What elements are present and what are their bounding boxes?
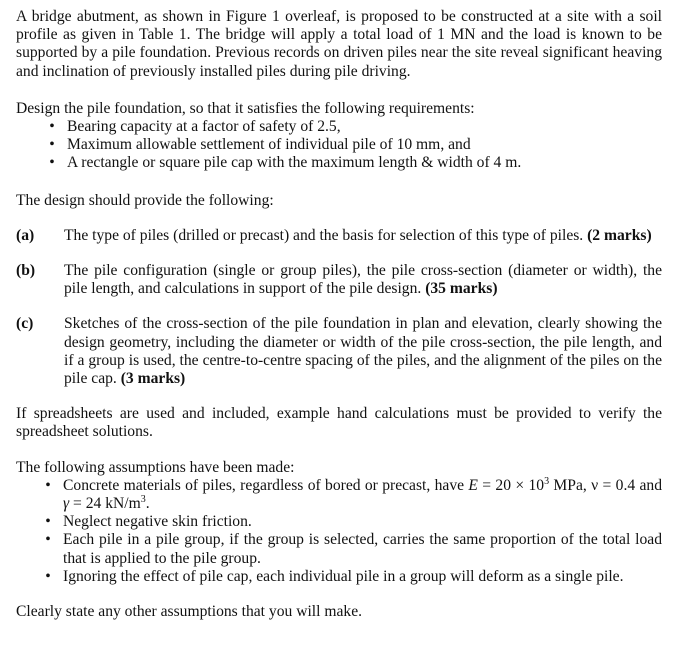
item-label: (a) bbox=[16, 226, 35, 244]
assumptions-list bbox=[16, 477, 662, 586]
list-item: • Concrete materials of piles, regardless of bored or precast, have $E = 20 \times 10^3$ MPa, ν = 0.4 and γ = 24 $kN/m^3$. bbox=[16, 477, 662, 513]
bullet-icon: • bbox=[49, 118, 55, 136]
design-item-c: (c) Sketches of the cross-section of the pile foundation in plan and elevation, clearly showing the design geometry, including the diameter or width of the pile cross-section, the pile length, and if a group is used, the centre-to-centre spacing of the piles, and the alignment of the piles on the pile cap. (3 marks) bbox=[16, 315, 662, 388]
bullet-icon: • bbox=[49, 154, 55, 172]
spreadsheet-note: If spreadsheets are used and included, example hand calculations must be provided to verify the spreadsheet solutions. bbox=[16, 405, 662, 441]
assumptions-heading: The following assumptions have been made: bbox=[16, 458, 295, 476]
item-label: (b) bbox=[16, 262, 36, 280]
marks: (2 marks) bbox=[587, 226, 652, 244]
requirements-heading: Design the pile foundation, so that it satisfies the following requirements: bbox=[16, 99, 475, 117]
marks: (35 marks) bbox=[425, 280, 498, 298]
marks: (3 marks) bbox=[120, 370, 186, 388]
list-item: • Each pile in a pile group, if the group is selected, carries the same proportion of the total load that is applied to the pile group. bbox=[16, 531, 662, 567]
list-item: • Bearing capacity at a factor of safety of 2.5, bbox=[16, 118, 662, 136]
bullet-icon: • bbox=[49, 136, 55, 154]
closing-line: Clearly state any other assumptions that you will make. bbox=[16, 603, 363, 621]
bullet-icon: • bbox=[45, 531, 51, 549]
item-label: (c) bbox=[16, 315, 34, 333]
assignment-page bbox=[16, 8, 662, 621]
design-item-a: (a) The type of piles (drilled or precast) and the basis for selection of this type of piles. (2 marks) bbox=[16, 226, 652, 244]
bullet-icon: • bbox=[45, 476, 51, 494]
design-item-b: (b) The pile configuration (single or group piles), the pile cross-section (diameter or width), the pile length, and calculations in support of the pile design. (35 marks) bbox=[16, 262, 662, 298]
requirements-list bbox=[16, 118, 662, 173]
list-item: • A rectangle or square pile cap with the maximum length & width of 4 m. bbox=[16, 154, 662, 172]
bullet-icon: • bbox=[45, 513, 51, 531]
list-item: • Maximum allowable settlement of individual pile of 10 mm, and bbox=[16, 136, 662, 154]
list-item: • Ignoring the effect of pile cap, each individual pile in a group will deform as a single pile. bbox=[16, 568, 662, 586]
intro-paragraph: A bridge abutment, as shown in Figure 1 overleaf, is proposed to be constructed at a site with a soil profile as given in Table 1. The bridge will apply a total load of 1 MN and the load is known to be supported by a pile foundation. Previous records on driven piles near the site reveal significant heaving and inclination of previously installed piles during pile driving. bbox=[16, 8, 662, 80]
bullet-icon: • bbox=[45, 567, 51, 585]
design-heading: The design should provide the following: bbox=[16, 191, 274, 209]
list-item: • Neglect negative skin friction. bbox=[16, 513, 662, 531]
